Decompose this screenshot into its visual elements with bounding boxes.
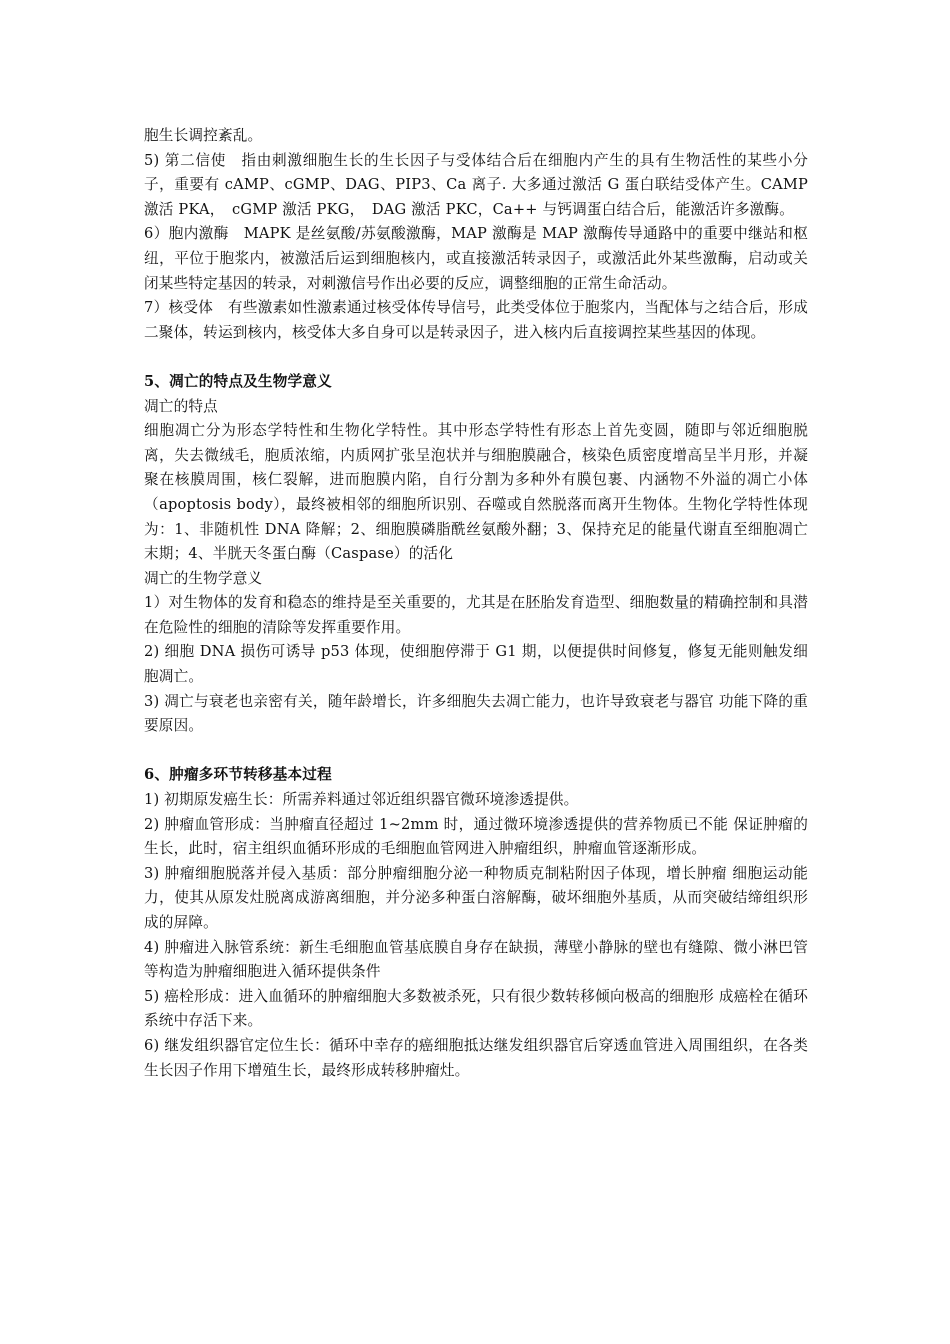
paragraph-nuclear-receptor: 7）核受体 有些激素如性激素通过核受体传导信号，此类受体位于胞浆内，当配体与之结合后，形成二聚体，转运到核内，核受体大多自身可以是转录因子，进入核内后直接调控某些基因的体现。	[144, 299, 808, 341]
paragraph-apoptosis-features: 细胞凋亡分为形态学特性和生物化学特性。其中形态学特性有形态上首先变圆，随即与邻近细胞脱离，失去微绒毛，胞质浓缩，内质网扩张呈泡状并与细胞膜融合，核染色质密度增高呈半月形，并凝聚在核膜周围，核仁裂解，进而胞膜内陷，自行分割为多种外有膜包裹、内涵物不外溢的凋亡小体（apoptosis body），最终被相邻的细胞所识别、吞噬或自然脱落而离开生物体。生物化学特性体现为：1、非随机性 DNA 降解；2、细胞膜磷脂酰丝氨酸外翻；3、保持充足的能量代谢直至细胞凋亡末期；4、半胱天冬蛋白酶（Caspase）的活化	[144, 422, 808, 563]
section-heading-apoptosis: 5、凋亡的特点及生物学意义	[144, 372, 332, 390]
paragraph-significance-2: 2) 细胞 DNA 损伤可诱导 p53 体现，使细胞停滞于 G1 期，以便提供时间修复，修复无能则触发细胞凋亡。	[144, 643, 808, 686]
document-page	[144, 124, 808, 1083]
subheading-apoptosis-significance: 凋亡的生物学意义	[144, 569, 263, 587]
paragraph-intracellular-kinase: 6）胞内激酶 MAPK 是丝氨酸/苏氨酸激酶，MAP 激酶是 MAP 激酶传导通路中的重要中继站和枢纽，平位于胞浆内，被激活后运到细胞核内，或直接激活转录因子，或激活此外某些激酶，启动或关闭某些特定基因的转录，对刺激信号作出必要的反应，调整细胞的正常生命活动。	[144, 225, 808, 292]
paragraph-metastasis-step-5: 5) 癌栓形成：进入血循环的肿瘤细胞大多数被杀死，只有很少数转移倾向极高的细胞形 成癌栓在循环系统中存活下来。	[144, 987, 808, 1030]
paragraph-metastasis-step-1: 1) 初期原发癌生长：所需养料通过邻近组织器官微环境渗透提供。	[144, 791, 579, 809]
blank-line	[144, 345, 808, 370]
paragraph-metastasis-step-6: 6) 继发组织器官定位生长：循环中幸存的癌细胞抵达继发组织器官后穿透血管进入周围组织，在各类生长因子作用下增殖生长，最终形成转移肿瘤灶。	[144, 1036, 808, 1079]
blank-line	[144, 739, 808, 764]
paragraph-metastasis-step-4: 4) 肿瘤进入脉管系统：新生毛细胞血管基底膜自身存在缺损，薄壁小静脉的壁也有缝隙、微小淋巴管等构造为肿瘤细胞进入循环提供条件	[144, 938, 808, 981]
paragraph-metastasis-step-2: 2) 肿瘤血管形成：当肿瘤直径超过 1~2mm 时，通过微环境渗透提供的营养物质已不能 保证肿瘤的生长，此时，宿主组织血循环形成的毛细胞血管网进入肿瘤组织，肿瘤血管逐渐形成。	[144, 815, 808, 858]
paragraph-second-messenger: 5) 第二信使 指由刺激细胞生长的生长因子与受体结合后在细胞内产生的具有生物活性的某些小分子，重要有 cAMP、cGMP、DAG、PIP3、Ca 离子. 大多通过激活 G 蛋白联结受体产生。CAMP 激活 PKA， cGMP 激活 PKG， DAG 激活 PKC，Ca++ 与钙调蛋白结合后，能激活许多激酶。	[144, 151, 808, 218]
paragraph-continuation: 胞生长调控紊乱。	[144, 127, 263, 144]
paragraph-significance-1: 1）对生物体的发育和稳态的维持是至关重要的，尤其是在胚胎发育造型、细胞数量的精确控制和具潜在危险性的细胞的清除等发挥重要作用。	[144, 594, 808, 636]
paragraph-significance-3: 3) 凋亡与衰老也亲密有关，随年龄增长，许多细胞失去凋亡能力，也许导致衰老与器官 功能下降的重要原因。	[144, 692, 808, 735]
section-heading-metastasis: 6、肿瘤多环节转移基本过程	[144, 766, 332, 784]
paragraph-metastasis-step-3: 3) 肿瘤细胞脱落并侵入基质：部分肿瘤细胞分泌一种物质克制粘附因子体现，增长肿瘤 细胞运动能力，使其从原发灶脱离成游离细胞，并分泌多种蛋白溶解酶，破坏细胞外基质，从而突破结缔组织形成的屏障。	[144, 864, 808, 931]
subheading-apoptosis-features: 凋亡的特点	[144, 397, 218, 415]
